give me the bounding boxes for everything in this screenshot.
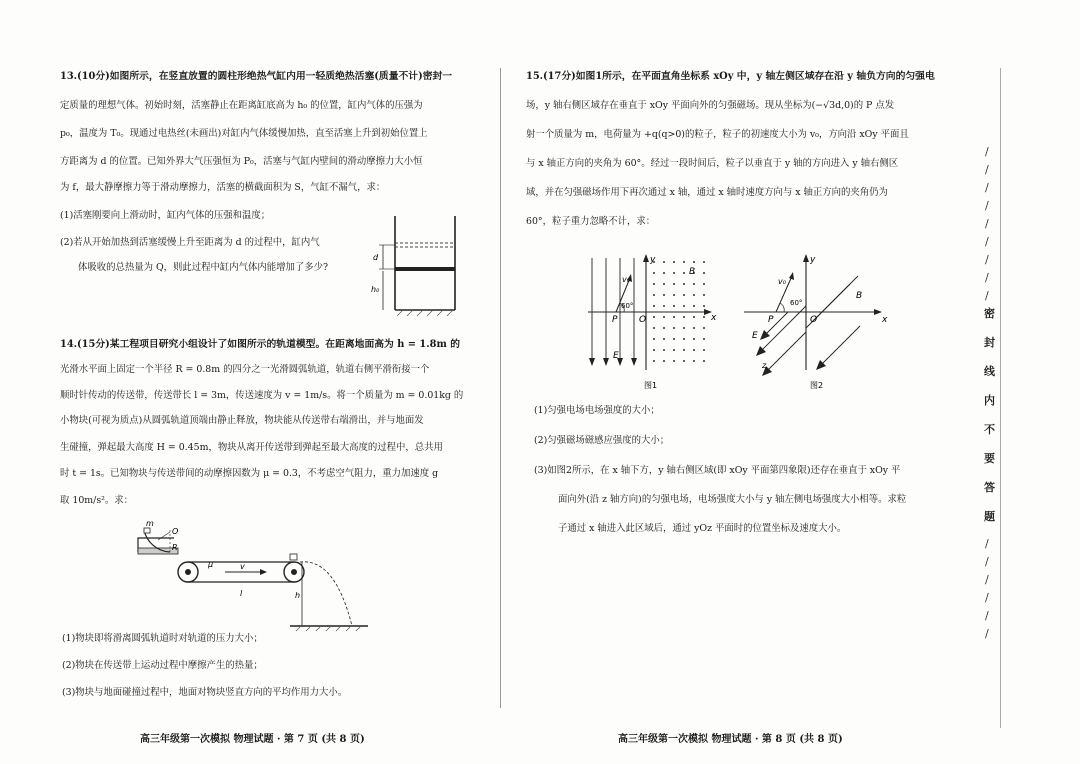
q14-line-7: 取 10m/s²。求： [60, 495, 134, 506]
fig1-v0-label: v₀ [622, 275, 630, 284]
q15-sub-2: (2)匀强磁场磁感应强度的大小； [534, 435, 670, 446]
seal-char-3: 线 [984, 365, 995, 378]
q13-fig-d-label: d [373, 253, 379, 262]
magnetic-field-dot [683, 360, 685, 362]
q14-fig-m-label: m [146, 519, 154, 528]
magnetic-field-dot [683, 305, 685, 307]
fig2-angle-label: 60° [790, 299, 803, 307]
magnetic-field-dot [703, 327, 705, 329]
fig1-O-label: O [639, 315, 647, 325]
magnetic-field-dot [673, 327, 675, 329]
fig1-E-label: E [613, 351, 619, 361]
magnetic-field-dot [653, 338, 655, 340]
q13-line-2: 定质量的理想气体。初始时刻，活塞静止在距离缸底高为 h₀ 的位置，缸内气体的压强为 [60, 100, 423, 111]
magnetic-field-dot [673, 294, 675, 296]
magnetic-field-dot [683, 261, 685, 263]
magnetic-field-dot [703, 272, 705, 274]
seal-char-6: 要 [984, 452, 995, 465]
seal-char-5: 不 [984, 423, 995, 436]
magnetic-field-dot [663, 261, 665, 263]
magnetic-field-dot [673, 349, 675, 351]
fig2-x-label: x [882, 315, 888, 325]
magnetic-field-dot [703, 338, 705, 340]
seal-slash-mark: / [985, 199, 989, 212]
q13-sub-2b: 体吸收的总热量为 Q，则此过程中缸内气体内能增加了多少? [78, 262, 329, 273]
seal-char-8: 题 [984, 510, 995, 523]
magnetic-field-dot [703, 360, 705, 362]
magnetic-field-dot [683, 349, 685, 351]
magnetic-field-dot [653, 316, 655, 318]
magnetic-field-dot [663, 360, 665, 362]
q14-fig-l-label: l [240, 589, 243, 598]
seal-slash-mark: / [985, 627, 989, 640]
q15-line-6: 60°，粒子重力忽略不计，求： [526, 216, 656, 227]
seal-slash-mark: / [985, 253, 989, 266]
fig2-O-label: O [810, 315, 818, 325]
q14-fig-mu-label: μ [208, 560, 214, 569]
magnetic-field-dot [693, 338, 695, 340]
q15-figure-1 [586, 250, 726, 395]
magnetic-field-dot [693, 327, 695, 329]
q15-sub-3a: (3)如图2所示，在 x 轴下方，y 轴右侧区域(即 xOy 平面第四象限)还存在垂直于 xOy 平 [534, 465, 901, 476]
magnetic-field-dot [683, 338, 685, 340]
seal-slash-mark: / [985, 217, 989, 230]
q15-line-1: 15.(17分)如图1所示，在平面直角坐标系 xOy 中，y 轴左侧区域存在沿 y 轴负方向的匀强电 [526, 71, 935, 82]
fig1-angle-label: 60° [621, 302, 634, 310]
seal-slash-mark: / [985, 609, 989, 622]
magnetic-field-dot [673, 305, 675, 307]
fig2-v0-label: v₀ [778, 277, 786, 286]
q13-line-1: 13.(10分)如图所示，在竖直放置的圆柱形绝热气缸内用一轻质绝热活塞(质量不计)密封一 [60, 71, 453, 82]
magnetic-field-dot [673, 261, 675, 263]
magnetic-field-dot [663, 349, 665, 351]
fig1-x-label: x [711, 313, 717, 323]
fig1-caption: 图1 [644, 381, 658, 390]
magnetic-field-dot [653, 360, 655, 362]
q15-sub-1: (1)匀强电场电场强度的大小； [534, 405, 660, 416]
magnetic-field-dot [703, 283, 705, 285]
q14-sub-3: (3)物块与地面碰撞过程中，地面对物块竖直方向的平均作用力大小。 [62, 687, 348, 698]
fig2-B-label: B [856, 291, 863, 301]
q15-figure-2 [740, 250, 890, 395]
q14-sub-1: (1)物块即将滑离圆弧轨道时对轨道的压力大小； [62, 633, 263, 644]
magnetic-field-dot [703, 305, 705, 307]
fig2-E-label: E [752, 331, 758, 341]
magnetic-field-dot [673, 283, 675, 285]
q14-fig-h-label: h [295, 591, 301, 600]
q13-fig-h0-label: h₀ [371, 285, 380, 294]
q13-line-5: 为 f，最大静摩擦力等于滑动摩擦力，活塞的横截面积为 S，气缸不漏气，求： [60, 182, 386, 193]
magnetic-field-dot [683, 327, 685, 329]
magnetic-field-dot [663, 272, 665, 274]
magnetic-field-dot [663, 338, 665, 340]
magnetic-field-dot [683, 316, 685, 318]
seal-slash-mark: / [985, 537, 989, 550]
q15-sub-3c: 子通过 x 轴进入此区域后，通过 yOz 平面时的位置坐标及速度大小。 [558, 523, 847, 534]
q13-cylinder-figure [365, 210, 465, 318]
magnetic-field-dot [693, 261, 695, 263]
magnetic-field-dot [663, 305, 665, 307]
seal-slash-mark: / [985, 181, 989, 194]
magnetic-field-dot [683, 294, 685, 296]
q14-conveyor-figure [130, 518, 370, 633]
seal-slash-mark: / [985, 591, 989, 604]
seal-char-7: 答 [984, 481, 995, 494]
q13-line-4: 方距离为 d 的位置。已知外界大气压强恒为 P₀，活塞与气缸内壁间的滑动摩擦力大小恒 [60, 156, 423, 167]
q15-line-4: 与 x 轴正方向的夹角为 60°。经过一段时间后，粒子以垂直于 y 轴的方向进入 y 轴右侧区 [526, 158, 899, 169]
fig1-P-label: P [612, 315, 618, 325]
left-page [0, 0, 492, 764]
magnetic-field-dot [663, 316, 665, 318]
fig2-P-label: P [768, 315, 774, 325]
magnetic-field-dot [703, 349, 705, 351]
q14-line-3: 顺时针传动的传送带，传送带长 l = 3m，传送速度为 v = 1m/s。将一个质量为 m = 0.01kg 的 [60, 390, 464, 401]
q14-line-5: 生碰撞，弹起最大高度 H = 0.45m，物块从离开传送带到弹起至最大高度的过程中，总共用 [60, 442, 443, 453]
q13-sub-1: (1)活塞刚要向上滑动时，缸内气体的压强和温度； [60, 210, 271, 221]
q14-line-4: 小物块(可视为质点)从圆弧轨道顶端由静止释放，物块能从传送带右端滑出，并与地面发 [60, 415, 424, 426]
magnetic-field-dot [663, 283, 665, 285]
q15-sub-3b: 面向外(沿 z 轴方向)的匀强电场，电场强度大小与 y 轴左侧电场强度大小相等。求粒 [558, 494, 907, 505]
magnetic-field-dot [653, 294, 655, 296]
seal-slash-mark: / [985, 271, 989, 284]
magnetic-field-dot [693, 316, 695, 318]
seal-char-4: 内 [984, 394, 995, 407]
right-page-footer: 高三年级第一次模拟 物理试题 · 第 8 页 (共 8 页) [618, 734, 843, 745]
magnetic-field-dot [693, 294, 695, 296]
magnetic-field-dot [653, 272, 655, 274]
magnetic-field-dot [663, 294, 665, 296]
magnetic-field-dot [693, 305, 695, 307]
seal-slash-mark: / [985, 573, 989, 586]
seal-char-1: 密 [984, 307, 995, 320]
q14-fig-v-label: v [240, 562, 245, 571]
left-page-footer: 高三年级第一次模拟 物理试题 · 第 7 页 (共 8 页) [140, 734, 365, 745]
right-page [508, 0, 972, 764]
magnetic-field-dot [693, 349, 695, 351]
magnetic-field-dot [673, 360, 675, 362]
magnetic-field-dot [653, 349, 655, 351]
q15-line-3: 射一个质量为 m，电荷量为 +q(q>0)的粒子，粒子的初速度大小为 v₀，方向沿 xOy 平面且 [526, 129, 909, 140]
q15-line-5: 域，并在匀强磁场作用下再次通过 x 轴，通过 x 轴时速度方向与 x 轴正方向的夹角仍为 [526, 187, 888, 198]
q13-sub-2a: (2)若从开始加热到活塞缓慢上升至距离为 d 的过程中，缸内气 [60, 237, 320, 248]
q14-sub-2: (2)物块在传送带上运动过程中摩擦产生的热量； [62, 660, 263, 671]
fig2-z-label: z [762, 361, 767, 370]
q14-fig-R-label: R [172, 543, 178, 552]
magnetic-field-dot [703, 294, 705, 296]
magnetic-field-dot [673, 338, 675, 340]
magnetic-field-dot [673, 272, 675, 274]
magnetic-field-dot [693, 360, 695, 362]
q14-fig-O-label: O [172, 527, 179, 536]
fig1-y-label: y [650, 255, 656, 265]
magnetic-field-dot [673, 316, 675, 318]
magnetic-field-dot [653, 305, 655, 307]
magnetic-field-dot [683, 272, 685, 274]
magnetic-field-dot [663, 327, 665, 329]
fig2-y-label: y [810, 255, 816, 265]
seal-slash-mark: / [985, 289, 989, 302]
q14-line-2: 光滑水平面上固定一个半径 R = 0.8m 的四分之一光滑圆弧轨道，轨道右侧平滑衔接一个 [60, 364, 430, 375]
magnetic-field-dot [703, 261, 705, 263]
magnetic-field-dot [683, 283, 685, 285]
seal-slash-mark: / [985, 145, 989, 158]
seal-slash-mark: / [985, 235, 989, 248]
magnetic-field-dot [653, 327, 655, 329]
seal-strip-line [1000, 68, 1001, 728]
seal-char-2: 封 [984, 336, 995, 349]
page-divider [500, 68, 501, 708]
q15-line-2: 场，y 轴右侧区域存在垂直于 xOy 平面向外的匀强磁场。现从坐标为(−√3d,0)的 P 点发 [526, 100, 895, 111]
magnetic-field-dot [703, 316, 705, 318]
q14-line-6: 时 t = 1s。已知物块与传送带间的动摩擦因数为 μ = 0.3，不考虑空气阻力，重力加速度 g [60, 468, 439, 479]
fig2-caption: 图2 [810, 381, 824, 390]
magnetic-field-dot [653, 283, 655, 285]
q14-line-1: 14.(15分)某工程项目研究小组设计了如图所示的轨道模型。在距离地面高为 h = 1.8m 的 [60, 339, 461, 350]
magnetic-field-dot [693, 283, 695, 285]
q13-line-3: p₀，温度为 T₀。现通过电热丝(未画出)对缸内气体缓慢加热，直至活塞上升到初始位置上 [60, 128, 428, 139]
seal-slash-mark: / [985, 163, 989, 176]
seal-slash-mark: / [985, 555, 989, 568]
fig1-B-label: B [689, 267, 696, 277]
